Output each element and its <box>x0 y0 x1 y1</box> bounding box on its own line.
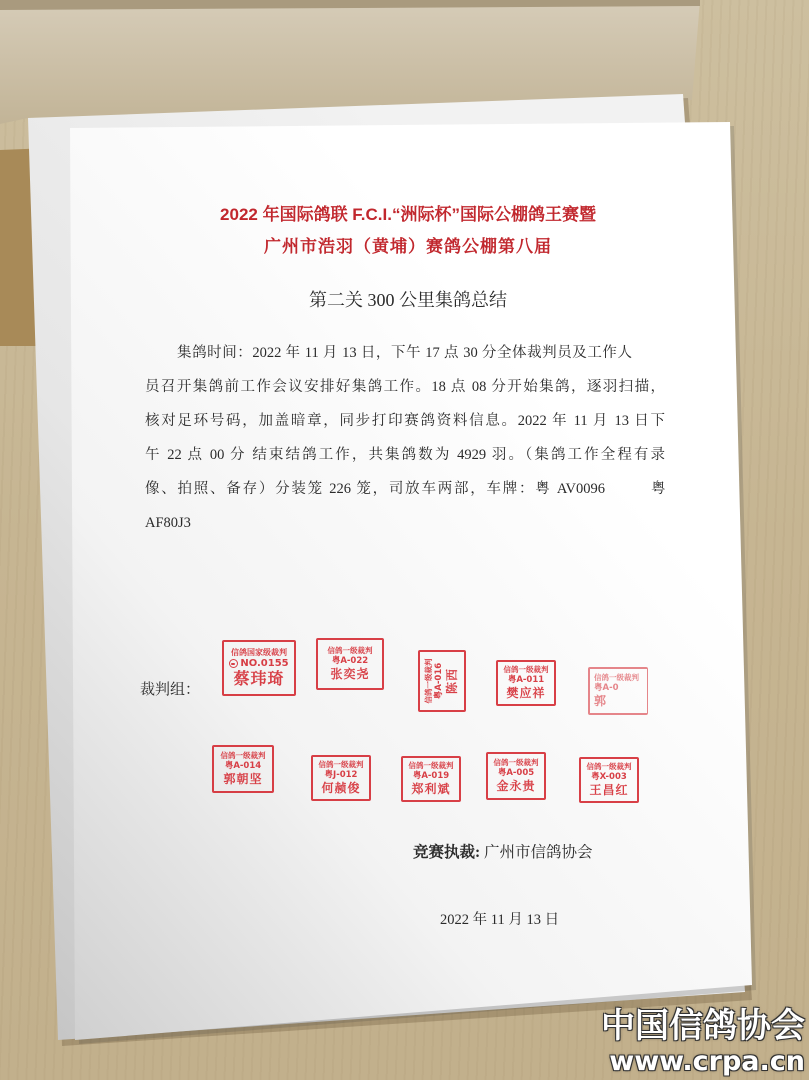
stamp-title: 信鸽一级裁判 <box>493 758 539 767</box>
footer-org: 广州市信鸽协会 <box>484 844 593 861</box>
stamp-name: 樊应祥 <box>506 686 546 700</box>
stamp-name: 蔡玮琦 <box>233 669 285 688</box>
stamp-number: NO.0155 <box>240 658 289 669</box>
crpa-logo-icon <box>229 659 238 668</box>
stamp-number: 粤A-005 <box>497 768 535 778</box>
watermark-url: www.crpa.cn <box>609 1046 805 1077</box>
judge-stamp-8 <box>401 756 461 802</box>
stamp-number: 粤A-016 <box>434 662 444 700</box>
stamp-number: 粤A-014 <box>224 761 262 771</box>
stamp-name: 金永贵 <box>496 779 536 793</box>
body-line-3: 核对足环号码，加盖暗章，同步打印赛鸽资料信息。2022 年 11 月 13 日下 <box>145 413 665 429</box>
document-title-line2: 广州市浩羽（黄埔）赛鸽公棚第八届 <box>264 237 552 256</box>
judge-stamp-9 <box>486 752 546 800</box>
stamp-title: 信鸽国家级裁判 <box>231 648 287 657</box>
document-subtitle: 第二关 300 公里集鸽总结 <box>309 290 507 310</box>
stamp-title: 信鸽一级裁判 <box>220 751 266 760</box>
judge-stamp-3 <box>418 650 466 712</box>
stamp-number: 粤X-003 <box>591 772 627 782</box>
stamp-title: 信鸽一级裁判 <box>424 658 433 704</box>
footer-organizer <box>413 843 593 863</box>
stamp-name: 陈西 <box>445 668 459 695</box>
stamp-title: 信鸽一级裁判 <box>503 665 549 674</box>
stamp-title: 信鸽一级裁判 <box>586 762 632 771</box>
stamp-name: 郑利斌 <box>411 782 451 796</box>
body-line-4: 午 22 点 00 分 结束结鸽工作，共集鸽数为 4929 羽。（集鸽工作全程有录 <box>145 447 665 463</box>
judge-stamp-1 <box>222 640 296 696</box>
judge-stamp-2 <box>316 638 384 690</box>
stamp-number: 粤A-0 <box>594 683 619 693</box>
stamp-title: 信鸽一级裁判 <box>408 761 454 770</box>
judge-stamp-10 <box>579 757 639 803</box>
judge-stamp-5 <box>588 667 648 715</box>
stamp-name: 王昌红 <box>589 783 629 797</box>
stamp-title: 信鸽一级裁判 <box>594 673 639 682</box>
body-line-5-end: 粤 <box>651 481 666 497</box>
judge-stamp-7 <box>311 755 371 801</box>
body-line-5: 像、拍照、备存）分装笼 226 笼，司放车两部，车牌：粤 AV0096 <box>145 481 605 497</box>
document-title-line1: 2022 年国际鸽联 F.C.I.“洲际杯”国际公棚鸽王赛暨 <box>220 205 596 224</box>
stamp-number: 粤A-011 <box>507 675 545 685</box>
stamp-title: 信鸽一级裁判 <box>318 760 364 769</box>
stamp-name: 张奕尧 <box>330 667 370 681</box>
document-date: 2022 年 11 月 13 日 <box>440 912 560 928</box>
stamp-name: 郭朝坚 <box>223 772 263 786</box>
front-sheet <box>70 122 752 1040</box>
stamp-name: 何赪俊 <box>321 781 361 795</box>
body-line-6: AF80J3 <box>145 515 191 531</box>
judges-label: 裁判组： <box>140 682 201 698</box>
stamp-number-row <box>229 658 288 669</box>
judge-stamp-4 <box>496 660 556 706</box>
body-line-1: 集鸽时间：2022 年 11 月 13 日，下午 17 点 30 分全体裁判员及工作人 <box>177 345 632 361</box>
watermark-org: 中国信鸽协会 <box>601 1006 805 1046</box>
stamp-name: 郭 <box>594 694 608 708</box>
judge-stamp-6 <box>212 745 274 793</box>
stamp-number: 粤A-022 <box>331 656 369 666</box>
body-line-2: 员召开集鸽前工作会议安排好集鸽工作。18 点 08 分开始集鸽，逐羽扫描， <box>145 379 665 395</box>
stamp-title: 信鸽一级裁判 <box>327 646 373 655</box>
stamp-number: 粤A-019 <box>412 771 450 781</box>
footer-label: 竞赛执裁: <box>413 844 481 861</box>
stamp-number: 粤J-012 <box>324 770 358 780</box>
stamp-rotated-content <box>421 652 463 710</box>
